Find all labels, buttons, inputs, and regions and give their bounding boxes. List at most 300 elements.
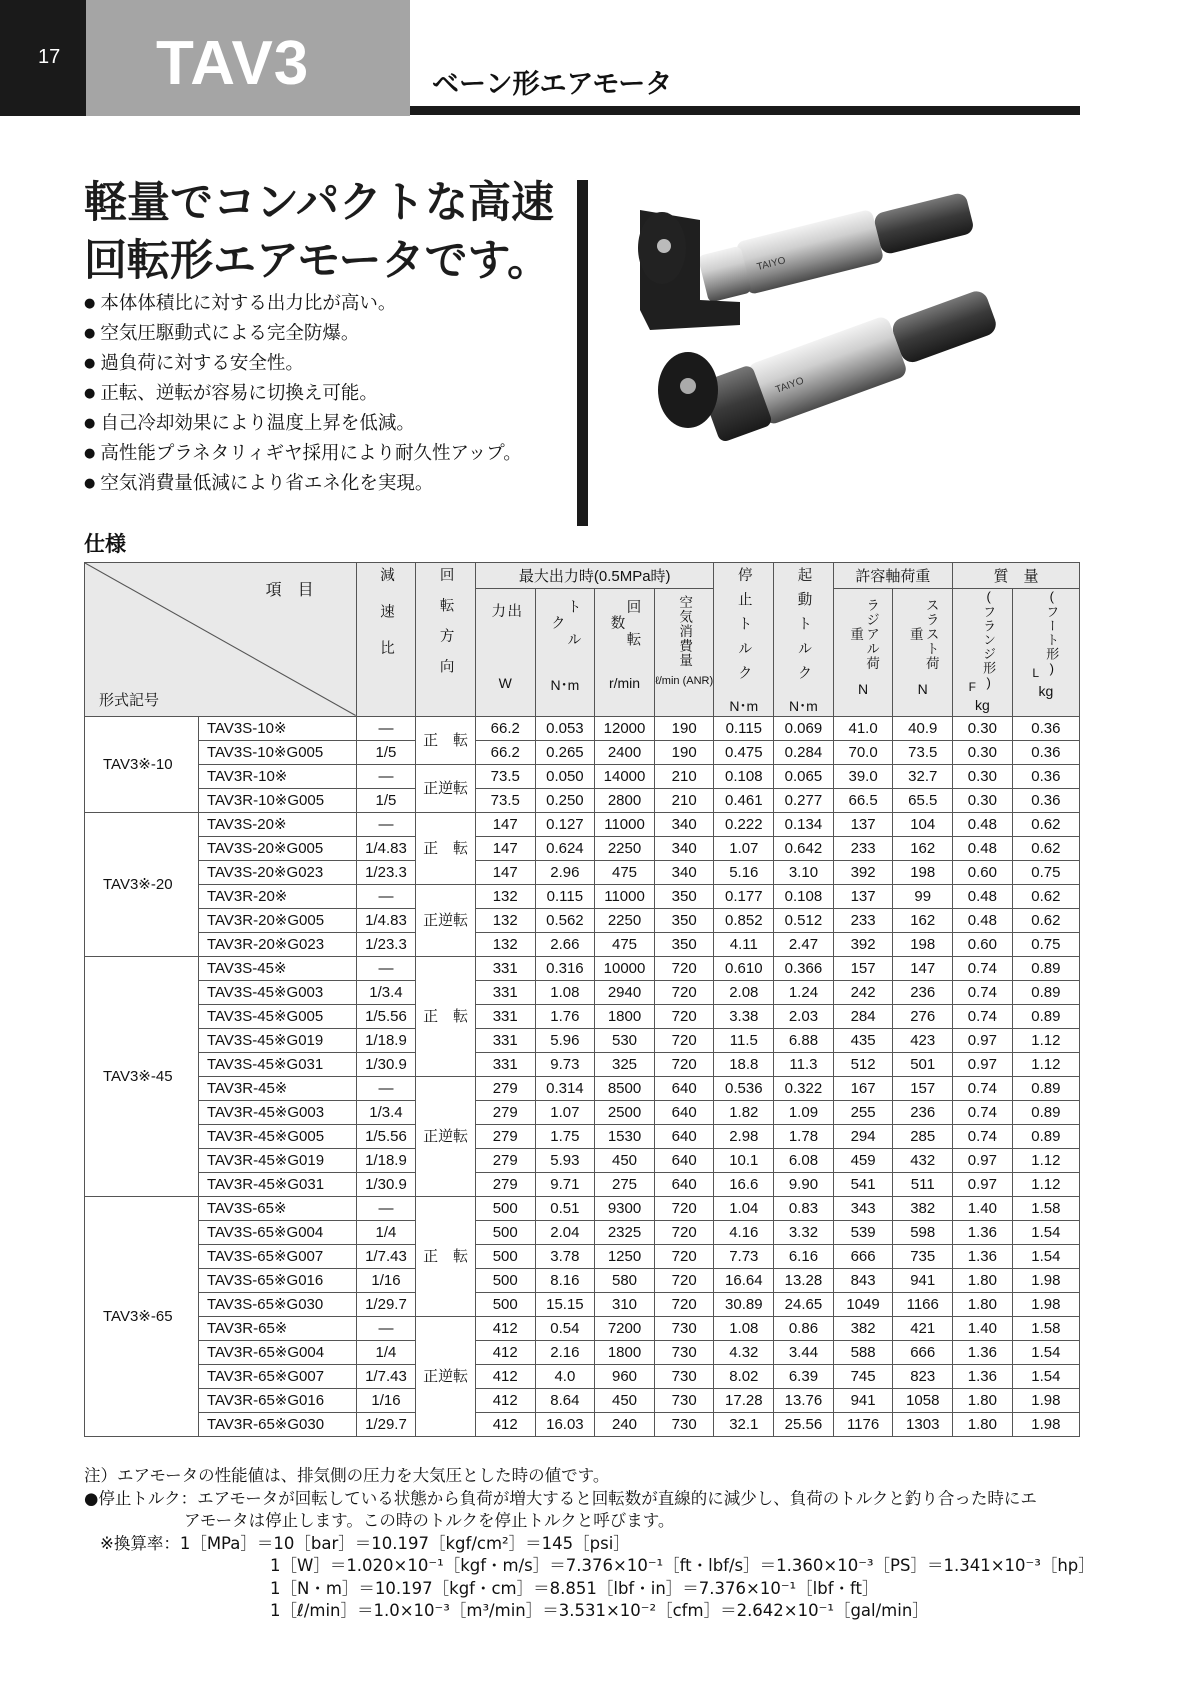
value-cell: 6.88 (774, 1028, 834, 1052)
value-cell: 0.30 (953, 764, 1013, 788)
value-cell: 0.108 (774, 884, 834, 908)
value-cell: 73.5 (893, 740, 953, 764)
value-cell: 0.610 (714, 956, 774, 980)
value-cell: 1.36 (953, 1340, 1013, 1364)
value-cell: 2250 (595, 836, 655, 860)
feature-item: ● 自己冷却効果により温度上昇を低減。 (84, 410, 522, 440)
header-mass: 質 量 (953, 563, 1080, 589)
spec-table (84, 562, 1080, 1437)
reduction-cell: 1/4 (356, 1220, 416, 1244)
model-cell: TAV3S-45※G031 (198, 1052, 356, 1076)
value-cell: 7200 (595, 1316, 655, 1340)
page-number-box (0, 0, 86, 116)
model-cell: TAV3S-65※G016 (198, 1268, 356, 1292)
value-cell: 1303 (893, 1412, 953, 1436)
value-cell: 666 (893, 1340, 953, 1364)
value-cell: 242 (833, 980, 893, 1004)
value-cell: 0.89 (1012, 980, 1079, 1004)
header-thrust-load: スラスト荷重 N (893, 589, 953, 716)
value-cell: 392 (833, 932, 893, 956)
reduction-cell: 1/29.7 (356, 1412, 416, 1436)
reduction-cell: 1/4.83 (356, 836, 416, 860)
value-cell: 843 (833, 1268, 893, 1292)
model-cell: TAV3R-45※G031 (198, 1172, 356, 1196)
value-cell: 720 (654, 1052, 714, 1076)
photo-brand-label: TAIYO (755, 255, 787, 273)
model-cell: TAV3S-65※G007 (198, 1244, 356, 1268)
reduction-cell: 1/3.4 (356, 980, 416, 1004)
value-cell: 1.09 (774, 1100, 834, 1124)
value-cell: 8.16 (535, 1268, 595, 1292)
value-cell: 132 (475, 908, 535, 932)
conversion-1: ※換算率：1［MPa］＝10［bar］＝10.197［kgf/cm²］＝145［psi］ (100, 1533, 630, 1553)
value-cell: 0.30 (953, 716, 1013, 740)
model-cell: TAV3S-20※G005 (198, 836, 356, 860)
model-title: TAV3 (156, 29, 310, 98)
reduction-cell: — (356, 1316, 416, 1340)
value-cell: 73.5 (475, 788, 535, 812)
value-cell: 40.9 (893, 716, 953, 740)
headline-line-1: 軽量でコンパクトな高速 (84, 178, 554, 228)
table-row (85, 1388, 1080, 1412)
model-cell: TAV3S-20※G023 (198, 860, 356, 884)
value-cell: 745 (833, 1364, 893, 1388)
value-cell: 0.475 (714, 740, 774, 764)
value-cell: 10.1 (714, 1148, 774, 1172)
value-cell: 450 (595, 1388, 655, 1412)
value-cell: 198 (893, 932, 953, 956)
value-cell: 340 (654, 860, 714, 884)
value-cell: 0.36 (1012, 740, 1079, 764)
value-cell: 0.115 (714, 716, 774, 740)
header-torque: トルク N･m (535, 589, 595, 716)
table-row (85, 860, 1080, 884)
model-cell: TAV3R-65※G007 (198, 1364, 356, 1388)
model-cell: TAV3S-45※ (198, 956, 356, 980)
value-cell: 3.38 (714, 1004, 774, 1028)
value-cell: 1.12 (1012, 1148, 1079, 1172)
value-cell: 1.58 (1012, 1316, 1079, 1340)
reduction-cell: 1/4 (356, 1340, 416, 1364)
value-cell: 11000 (595, 884, 655, 908)
reduction-cell: — (356, 1196, 416, 1220)
model-group-cell: TAV3※-45 (85, 956, 199, 1196)
value-cell: 500 (475, 1268, 535, 1292)
reduction-cell: 1/3.4 (356, 1100, 416, 1124)
direction-cell: 正 転 (416, 956, 476, 1076)
value-cell: 13.28 (774, 1268, 834, 1292)
value-cell: 1.36 (953, 1364, 1013, 1388)
value-cell: 1.80 (953, 1292, 1013, 1316)
value-cell: 720 (654, 956, 714, 980)
table-row (85, 1124, 1080, 1148)
value-cell: 0.512 (774, 908, 834, 932)
value-cell: 2325 (595, 1220, 655, 1244)
value-cell: 12000 (595, 716, 655, 740)
value-cell: 941 (893, 1268, 953, 1292)
page-number: 17 (38, 46, 61, 68)
value-cell: 0.065 (774, 764, 834, 788)
model-cell: TAV3R-20※G023 (198, 932, 356, 956)
value-cell: 279 (475, 1124, 535, 1148)
model-cell: TAV3R-65※ (198, 1316, 356, 1340)
value-cell: 0.97 (953, 1148, 1013, 1172)
value-cell: 2400 (595, 740, 655, 764)
table-row (85, 812, 1080, 836)
value-cell: 210 (654, 788, 714, 812)
reduction-cell: 1/23.3 (356, 932, 416, 956)
table-row (85, 1412, 1080, 1436)
header-direction: 回転方向 (416, 563, 476, 717)
value-cell: 1.08 (714, 1316, 774, 1340)
value-cell: 25.56 (774, 1412, 834, 1436)
value-cell: 1.54 (1012, 1244, 1079, 1268)
value-cell: 2.96 (535, 860, 595, 884)
value-cell: 382 (833, 1316, 893, 1340)
conversion-2: 1［W］＝1.020×10⁻¹［kgf・m/s］＝7.376×10⁻¹［ft・lbf/s］＝1.360×10⁻³［PS］＝1.341×10⁻³［hp］ (270, 1556, 1095, 1575)
value-cell: 530 (595, 1028, 655, 1052)
direction-cell: 正逆転 (416, 884, 476, 956)
value-cell: 190 (654, 716, 714, 740)
model-cell: TAV3S-65※G004 (198, 1220, 356, 1244)
value-cell: 735 (893, 1244, 953, 1268)
value-cell: 541 (833, 1172, 893, 1196)
value-cell: 236 (893, 980, 953, 1004)
model-cell: TAV3R-65※G004 (198, 1340, 356, 1364)
value-cell: 1.98 (1012, 1388, 1079, 1412)
reduction-cell: 1/29.7 (356, 1292, 416, 1316)
model-group-cell: TAV3※-20 (85, 812, 199, 956)
feature-item: ● 空気消費量低減により省エネ化を実現。 (84, 470, 522, 500)
value-cell: 350 (654, 932, 714, 956)
value-cell: 640 (654, 1172, 714, 1196)
value-cell: 0.265 (535, 740, 595, 764)
note-performance: 注）エアモータの性能値は、排気側の圧力を大気圧とした時の値です。 (84, 1466, 610, 1485)
value-cell: 0.852 (714, 908, 774, 932)
table-row (85, 1244, 1080, 1268)
value-cell: 0.89 (1012, 956, 1079, 980)
value-cell: 240 (595, 1412, 655, 1436)
value-cell: 730 (654, 1340, 714, 1364)
value-cell: 0.60 (953, 932, 1013, 956)
direction-cell: 正 転 (416, 812, 476, 884)
note-stall-torque-cont: アモータは停止します。この時のトルクを停止トルクと呼びます。 (184, 1511, 675, 1530)
value-cell: 1.07 (535, 1100, 595, 1124)
value-cell: 5.16 (714, 860, 774, 884)
value-cell: 0.62 (1012, 836, 1079, 860)
value-cell: 1.58 (1012, 1196, 1079, 1220)
spec-title: 仕様 (84, 532, 126, 556)
value-cell: 1.12 (1012, 1028, 1079, 1052)
value-cell: 1.36 (953, 1220, 1013, 1244)
value-cell: 720 (654, 1028, 714, 1052)
value-cell: 720 (654, 1004, 714, 1028)
value-cell: 4.0 (535, 1364, 595, 1388)
value-cell: 1166 (893, 1292, 953, 1316)
header-mass-flange: F (フランジ形) kg (953, 589, 1013, 716)
value-cell: 331 (475, 1004, 535, 1028)
value-cell: 0.74 (953, 980, 1013, 1004)
value-cell: 598 (893, 1220, 953, 1244)
value-cell: 0.48 (953, 812, 1013, 836)
value-cell: 8500 (595, 1076, 655, 1100)
value-cell: 1049 (833, 1292, 893, 1316)
value-cell: 2.08 (714, 980, 774, 1004)
value-cell: 475 (595, 860, 655, 884)
value-cell: 1.40 (953, 1196, 1013, 1220)
reduction-cell: 1/16 (356, 1268, 416, 1292)
value-cell: 284 (833, 1004, 893, 1028)
value-cell: 331 (475, 956, 535, 980)
table-row (85, 1340, 1080, 1364)
value-cell: 137 (833, 812, 893, 836)
value-cell: 640 (654, 1124, 714, 1148)
header-allowable-load: 許容軸荷重 (833, 563, 952, 589)
value-cell: 9.90 (774, 1172, 834, 1196)
value-cell: 730 (654, 1316, 714, 1340)
value-cell: 70.0 (833, 740, 893, 764)
model-group-cell: TAV3※-65 (85, 1196, 199, 1436)
value-cell: 412 (475, 1316, 535, 1340)
value-cell: 7.73 (714, 1244, 774, 1268)
value-cell: 66.2 (475, 716, 535, 740)
value-cell: 41.0 (833, 716, 893, 740)
model-cell: TAV3R-10※G005 (198, 788, 356, 812)
model-cell: TAV3R-65※G016 (198, 1388, 356, 1412)
value-cell: 147 (475, 836, 535, 860)
value-cell: 0.62 (1012, 908, 1079, 932)
value-cell: 147 (475, 860, 535, 884)
reduction-cell: 1/18.9 (356, 1148, 416, 1172)
value-cell: 0.314 (535, 1076, 595, 1100)
table-row (85, 1004, 1080, 1028)
value-cell: 0.60 (953, 860, 1013, 884)
conversion-4: 1［ℓ/min］＝1.0×10⁻³［m³/min］＝3.531×10⁻²［cfm］＝2.642×10⁻¹［gal/min］ (270, 1601, 929, 1620)
table-row (85, 932, 1080, 956)
value-cell: 0.74 (953, 1124, 1013, 1148)
value-cell: 1.80 (953, 1412, 1013, 1436)
reduction-cell: 1/23.3 (356, 860, 416, 884)
value-cell: 1.08 (535, 980, 595, 1004)
reduction-cell: 1/5.56 (356, 1124, 416, 1148)
value-cell: 1.80 (953, 1268, 1013, 1292)
value-cell: 198 (893, 860, 953, 884)
value-cell: 0.36 (1012, 716, 1079, 740)
table-row (85, 1292, 1080, 1316)
value-cell: 0.134 (774, 812, 834, 836)
spec-table-body (85, 716, 1080, 1436)
value-cell: 1.76 (535, 1004, 595, 1028)
value-cell: 1800 (595, 1340, 655, 1364)
value-cell: 104 (893, 812, 953, 836)
model-cell: TAV3R-20※G005 (198, 908, 356, 932)
value-cell: 39.0 (833, 764, 893, 788)
value-cell: 0.97 (953, 1028, 1013, 1052)
value-cell: 1.82 (714, 1100, 774, 1124)
value-cell: 190 (654, 740, 714, 764)
reduction-cell: — (356, 1076, 416, 1100)
headline-line-2: 回転形エアモータです。 (84, 236, 551, 286)
value-cell: 6.08 (774, 1148, 834, 1172)
value-cell: 6.16 (774, 1244, 834, 1268)
value-cell: 65.5 (893, 788, 953, 812)
value-cell: 511 (893, 1172, 953, 1196)
value-cell: 0.30 (953, 788, 1013, 812)
value-cell: 0.48 (953, 836, 1013, 860)
value-cell: 0.30 (953, 740, 1013, 764)
value-cell: 285 (893, 1124, 953, 1148)
feature-item: ● 空気圧駆動式による完全防爆。 (84, 320, 522, 350)
value-cell: 0.277 (774, 788, 834, 812)
value-cell: 331 (475, 1028, 535, 1052)
value-cell: 1.54 (1012, 1220, 1079, 1244)
header-speed: 回転数 r/min (595, 589, 655, 716)
value-cell: 279 (475, 1076, 535, 1100)
value-cell: 16.64 (714, 1268, 774, 1292)
reduction-cell: 1/7.43 (356, 1244, 416, 1268)
value-cell: 412 (475, 1364, 535, 1388)
reduction-cell: 1/16 (356, 1388, 416, 1412)
value-cell: 162 (893, 908, 953, 932)
value-cell: 0.89 (1012, 1124, 1079, 1148)
value-cell: 1.12 (1012, 1172, 1079, 1196)
value-cell: 310 (595, 1292, 655, 1316)
value-cell: 0.36 (1012, 764, 1079, 788)
value-cell: 1250 (595, 1244, 655, 1268)
value-cell: 340 (654, 812, 714, 836)
direction-cell: 正 転 (416, 716, 476, 764)
note-stall-torque: ●停止トルク：エアモータが回転している状態から負荷が増大すると回転数が直線的に減少し、負荷のトルクと釣り合った時にエ (84, 1488, 1037, 1508)
header-item-label: 項 目 (265, 582, 314, 599)
value-cell: 2800 (595, 788, 655, 812)
value-cell: 18.8 (714, 1052, 774, 1076)
reduction-cell: — (356, 884, 416, 908)
value-cell: 162 (893, 836, 953, 860)
product-photo (630, 190, 1050, 490)
table-row (85, 1196, 1080, 1220)
value-cell: 137 (833, 884, 893, 908)
value-cell: 412 (475, 1412, 535, 1436)
value-cell: 500 (475, 1196, 535, 1220)
model-cell: TAV3R-20※ (198, 884, 356, 908)
table-row (85, 836, 1080, 860)
feature-item: ● 高性能プラネタリィギヤ採用により耐久性アップ。 (84, 440, 522, 470)
value-cell: 730 (654, 1388, 714, 1412)
value-cell: 539 (833, 1220, 893, 1244)
value-cell: 0.108 (714, 764, 774, 788)
value-cell: 4.16 (714, 1220, 774, 1244)
table-row (85, 1316, 1080, 1340)
value-cell: 99 (893, 884, 953, 908)
direction-cell: 正逆転 (416, 764, 476, 812)
value-cell: 0.62 (1012, 812, 1079, 836)
value-cell: 2.04 (535, 1220, 595, 1244)
value-cell: 501 (893, 1052, 953, 1076)
direction-cell: 正 転 (416, 1196, 476, 1316)
table-row (85, 1364, 1080, 1388)
value-cell: 1058 (893, 1388, 953, 1412)
value-cell: 0.127 (535, 812, 595, 836)
value-cell: 1.54 (1012, 1364, 1079, 1388)
reduction-cell: 1/30.9 (356, 1172, 416, 1196)
value-cell: 1.98 (1012, 1268, 1079, 1292)
value-cell: 1.80 (953, 1388, 1013, 1412)
value-cell: 9300 (595, 1196, 655, 1220)
value-cell: 279 (475, 1172, 535, 1196)
value-cell: 730 (654, 1364, 714, 1388)
value-cell: 16.03 (535, 1412, 595, 1436)
table-row (85, 1172, 1080, 1196)
value-cell: 255 (833, 1100, 893, 1124)
direction-cell: 正逆転 (416, 1076, 476, 1196)
value-cell: 2250 (595, 908, 655, 932)
value-cell: 2.03 (774, 1004, 834, 1028)
table-row (85, 716, 1080, 740)
table-row (85, 884, 1080, 908)
table-row (85, 1220, 1080, 1244)
value-cell: 666 (833, 1244, 893, 1268)
value-cell: 423 (893, 1028, 953, 1052)
table-row (85, 980, 1080, 1004)
value-cell: 6.39 (774, 1364, 834, 1388)
header-max-output: 最大出力時(0.5MPa時) (475, 563, 714, 589)
value-cell: 941 (833, 1388, 893, 1412)
value-cell: 157 (833, 956, 893, 980)
reduction-cell: 1/5.56 (356, 1004, 416, 1028)
value-cell: 640 (654, 1076, 714, 1100)
table-row (85, 1268, 1080, 1292)
photo-brand-label-2: TAIYO (774, 375, 806, 396)
table-row (85, 1076, 1080, 1100)
value-cell: 340 (654, 836, 714, 860)
model-cell: TAV3S-10※G005 (198, 740, 356, 764)
value-cell: 0.86 (774, 1316, 834, 1340)
header-rule (410, 106, 1080, 115)
header-air-consumption: 空気消費量 ℓ/min (ANR) (654, 589, 714, 716)
model-cell: TAV3S-45※G019 (198, 1028, 356, 1052)
value-cell: 24.65 (774, 1292, 834, 1316)
value-cell: 132 (475, 932, 535, 956)
value-cell: 720 (654, 1268, 714, 1292)
value-cell: 0.642 (774, 836, 834, 860)
value-cell: 512 (833, 1052, 893, 1076)
value-cell: 0.74 (953, 1100, 1013, 1124)
value-cell: 17.28 (714, 1388, 774, 1412)
value-cell: 0.322 (774, 1076, 834, 1100)
value-cell: 279 (475, 1148, 535, 1172)
model-group-cell: TAV3※-10 (85, 716, 199, 812)
value-cell: 233 (833, 908, 893, 932)
value-cell: 73.5 (475, 764, 535, 788)
value-cell: 233 (833, 836, 893, 860)
model-cell: TAV3S-10※ (198, 716, 356, 740)
value-cell: 500 (475, 1220, 535, 1244)
model-cell: TAV3S-45※G005 (198, 1004, 356, 1028)
value-cell: 720 (654, 980, 714, 1004)
value-cell: 331 (475, 1052, 535, 1076)
value-cell: 1.78 (774, 1124, 834, 1148)
value-cell: 0.050 (535, 764, 595, 788)
value-cell: 147 (893, 956, 953, 980)
value-cell: 11000 (595, 812, 655, 836)
value-cell: 0.053 (535, 716, 595, 740)
value-cell: 0.51 (535, 1196, 595, 1220)
value-cell: 730 (654, 1412, 714, 1436)
headline (84, 174, 554, 290)
value-cell: 459 (833, 1148, 893, 1172)
value-cell: 1.40 (953, 1316, 1013, 1340)
value-cell: 0.97 (953, 1052, 1013, 1076)
